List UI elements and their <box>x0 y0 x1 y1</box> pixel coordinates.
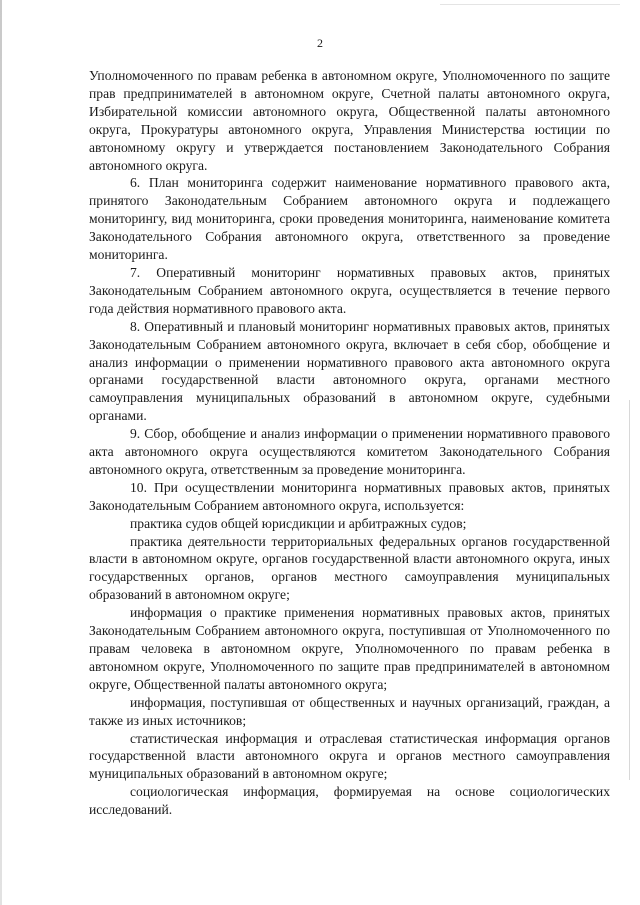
paragraph-item-8: 8. Оперативный и плановый мониторинг нормативных правовых актов, принятых Законодательным Собранием автономного округа, включает в себя сбор, обобщение и анализ информации о применении нормативного правового акта автономного округа органами государственной власти автономного округа, органами местного самоуправления муниципальных образований в автономном округе, судебными органами. <box>89 318 610 424</box>
list-item-sociological-information: социологическая информация, формируемая на основе социологических исследований. <box>89 784 610 818</box>
document-body <box>89 67 610 819</box>
scan-edge-right <box>629 400 630 780</box>
scan-edge-left <box>0 0 2 905</box>
paragraph-item-7: 7. Оперативный мониторинг нормативных правовых актов, принятых Законодательным Собранием автономного округа, осуществляется в течение первого года действия нормативного правового акта. <box>89 264 610 316</box>
paragraph-item-10: 10. При осуществлении мониторинга нормативных правовых актов, принятых Законодательным Собранием автономного округа, используется: <box>89 479 610 513</box>
list-item-public-organizations-information: информация, поступившая от общественных и научных организаций, граждан, а также из иных источников; <box>89 694 610 728</box>
list-item-court-practice: практика судов общей юрисдикции и арбитражных судов; <box>130 515 467 531</box>
list-item-authority-practice: практика деятельности территориальных федеральных органов государственной власти в автономном округе, органов государственной власти автономного округа, иных государственных органов, органов местного самоуправления муниципальных образований в автономном округе; <box>89 533 610 603</box>
list-item-ombudsman-information: информация о практике применения нормативных правовых актов, принятых Законодательным Собранием автономного округа, поступившая от Уполномоченного по правам человека в автономном округе, Уполномоченного по правам ребенка в автономном округе, Уполномоченного по защите прав предпринимателей в автономном округе, Общественной палаты автономного округа; <box>89 605 610 692</box>
scan-edge-top <box>440 4 620 5</box>
paragraph-item-6: 6. План мониторинга содержит наименование нормативного правового акта, принятого Законодательным Собранием автономного округа и подлежащего мониторингу, вид мониторинга, сроки проведения мониторинга, наименование комитета Законодательного Собрания автономного округа, ответственного за проведение мониторинга. <box>89 175 610 263</box>
page-number: 2 <box>317 36 323 50</box>
list-item-statistical-information: статистическая информация и отраслевая статистическая информация органов государственной власти автономного округа и органов местного самоуправления муниципальных образований в автономном округе; <box>89 730 610 782</box>
paragraph-item-9: 9. Сбор, обобщение и анализ информации о применении нормативного правового акта автономного округа осуществляются комитетом Законодательного Собрания автономного округа, ответственным за проведение мониторинга. <box>89 426 610 477</box>
paragraph-continuation: Уполномоченного по правам ребенка в автономном округе, Уполномоченного по защите прав предпринимателей в автономном округе, Счетной палаты автономного округа, Избирательной комиссии автономного округа, Общественной палаты автономного округа, Прокуратуры автономного округа, Управления Министерства юстиции по автономному округу и утверждается постановлением Законодательного Собрания автономного округа. <box>89 68 610 173</box>
